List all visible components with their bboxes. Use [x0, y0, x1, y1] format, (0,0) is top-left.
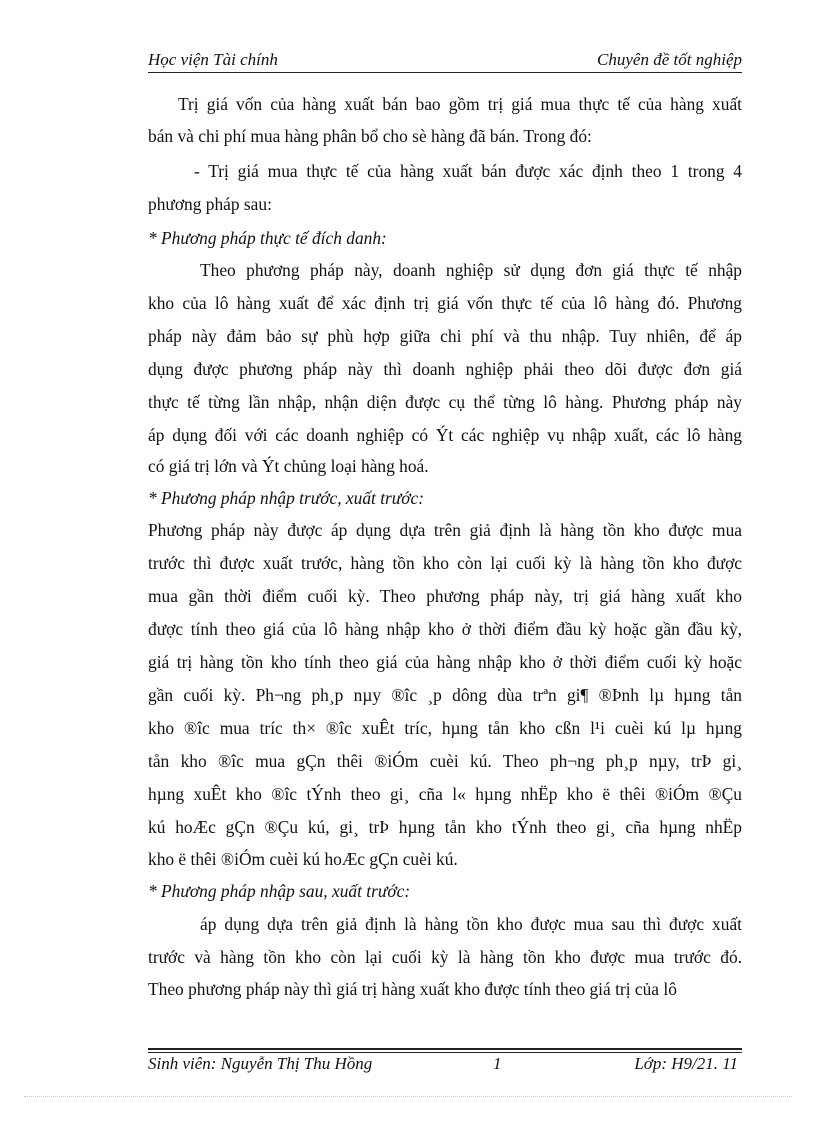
- paragraph-line: trước và hàng tồn kho còn lại cuối kỳ là hàng tồn kho được mua trước đó.: [148, 947, 742, 967]
- paragraph-line: kho ë thêi ®iÓm cuèi kú hoÆc gÇn cuèi kú.: [148, 849, 458, 869]
- paragraph-line: phương pháp sau:: [148, 194, 272, 214]
- paragraph-line: kho ®îc mua tríc th× ®îc xuÊt tríc, hµng tån kho cßn l¹i cuèi kú lµ hµng: [148, 718, 742, 738]
- section-heading: * Phương pháp nhập sau, xuất trước:: [148, 881, 411, 901]
- header-report-type: Chuyên đề tốt nghiệp: [597, 50, 742, 69]
- paragraph-line: kú hoÆc gÇn ®Çu kú, gi¸ trÞ hµng tån kho tÝnh theo gi¸ cña hµng nhËp: [148, 817, 742, 837]
- header-institution: Học viện Tài chính: [148, 50, 278, 69]
- paragraph-line: gần cuối kỳ. Ph¬ng ph¸p nµy ®îc ¸p dông dùa trªn gi¶ ®Þnh lµ hµng tån: [148, 685, 742, 705]
- footer-rule: [148, 1052, 742, 1053]
- footer-class: Lớp: H9/21. 11: [634, 1054, 738, 1073]
- page-footer: [148, 1054, 742, 1080]
- footer-page-number: 1: [493, 1054, 502, 1073]
- paragraph-line: tån kho ®îc mua gÇn thêi ®iÓm cuèi kú. Theo ph¬ng ph¸p nµy, trÞ gi¸: [148, 751, 742, 771]
- paragraph-line: Trị giá vốn của hàng xuất bán bao gồm trị giá mua thực tế của hàng xuất: [178, 94, 742, 114]
- paragraph-line: Theo phương pháp này thì giá trị hàng xuất kho được tính theo giá trị của lô: [148, 979, 677, 999]
- paragraph-line: được tính theo giá của lô hàng nhập kho ở thời điểm đầu kỳ hoặc gần đầu kỳ,: [148, 619, 742, 639]
- page-boundary: [24, 1096, 792, 1097]
- section-heading-text: Phương pháp thực tế đích danh: [161, 228, 382, 248]
- paragraph-line: áp dụng đối với các doanh nghiệp có Ýt các nghiệp vụ nhập xuất, các lô hàng: [148, 425, 742, 445]
- section-heading-text: Phương pháp nhập sau, xuất trước: [161, 881, 405, 901]
- paragraph-line: áp dụng dựa trên giả định là hàng tồn kho được mua sau thì được xuất: [200, 914, 742, 934]
- section-heading: * Phương pháp nhập trước, xuất trước:: [148, 488, 425, 508]
- paragraph-line: dụng được phương pháp này thì doanh nghiệp phải theo dõi được đơn giá: [148, 359, 742, 379]
- paragraph-line: kho của lô hàng xuất để xác định trị giá vốn thực tế của lô hàng đó. Phương: [148, 293, 742, 313]
- paragraph-line: bán và chi phí mua hàng phân bổ cho sè hàng đã bán. Trong đó:: [148, 126, 592, 146]
- page-header: [148, 48, 742, 74]
- paragraph-line: pháp này đảm bảo sự phù hợp giữa chi phí và thu nhập. Tuy nhiên, để áp: [148, 326, 742, 346]
- footer-rule: [148, 1048, 742, 1050]
- paragraph-line: hµng xuÊt kho ®îc tÝnh theo gi¸ cña l« hµng nhËp kho ë thêi ®iÓm ®Çu: [148, 784, 742, 804]
- paragraph-line: có giá trị lớn và Ýt chủng loại hàng hoá.: [148, 456, 429, 476]
- footer-student: Sinh viên: Nguyễn Thị Thu Hồng: [148, 1054, 373, 1073]
- paragraph-line: trước thì được xuất trước, hàng tồn kho còn lại cuối kỳ là hàng tồn kho được: [148, 553, 742, 573]
- paragraph-line: giá trị hàng tồn kho tính theo giá của hàng nhập kho ở thời điểm cuối kỳ hoặc: [148, 652, 742, 672]
- paragraph-line: - Trị giá mua thực tế của hàng xuất bán được xác định theo 1 trong 4: [194, 161, 742, 181]
- paragraph-line: Phương pháp này được áp dụng dựa trên giả định là hàng tồn kho được mua: [148, 520, 742, 540]
- section-heading: * Phương pháp thực tế đích danh:: [148, 228, 387, 248]
- paragraph-line: thực tế từng lần nhập, nhận diện được cụ thể từng lô hàng. Phương pháp này: [148, 392, 742, 412]
- paragraph-line: mua gần thời điểm cuối kỳ. Theo phương pháp này, trị giá hàng xuất kho: [148, 586, 742, 606]
- paragraph-line: Theo phương pháp này, doanh nghiệp sử dụng đơn giá thực tế nhập: [200, 260, 742, 280]
- header-rule: [148, 72, 742, 73]
